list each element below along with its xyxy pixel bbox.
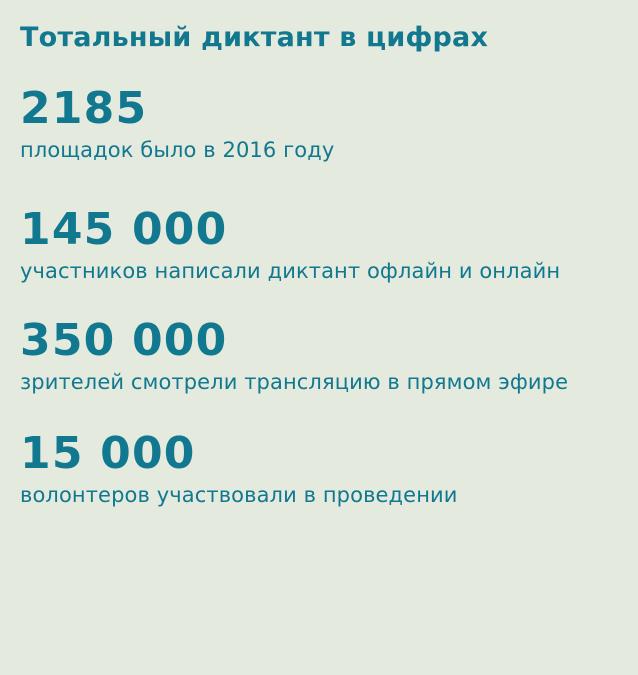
stat-block-participants [20,203,618,285]
stat-number-participants: 145 000 [20,203,228,255]
stat-block-venues [20,83,618,164]
stat-number-volunteers: 15 000 [20,427,196,479]
stat-caption-volunteers: волонтеров участвовали в проведении [20,482,458,507]
stat-caption-participants: участников написали диктант офлайн и онлайн [20,258,561,283]
page-title: Тотальный диктант в цифрах [20,22,489,53]
stat-block-volunteers [20,427,618,509]
stat-number-venues: 2185 [20,83,148,135]
stat-caption-viewers: зрителей смотрели трансляцию в прямом эфире [20,369,569,394]
stat-number-viewers: 350 000 [20,314,228,366]
stat-block-viewers [20,314,618,396]
stat-caption-venues: площадок было в 2016 году [20,138,335,163]
